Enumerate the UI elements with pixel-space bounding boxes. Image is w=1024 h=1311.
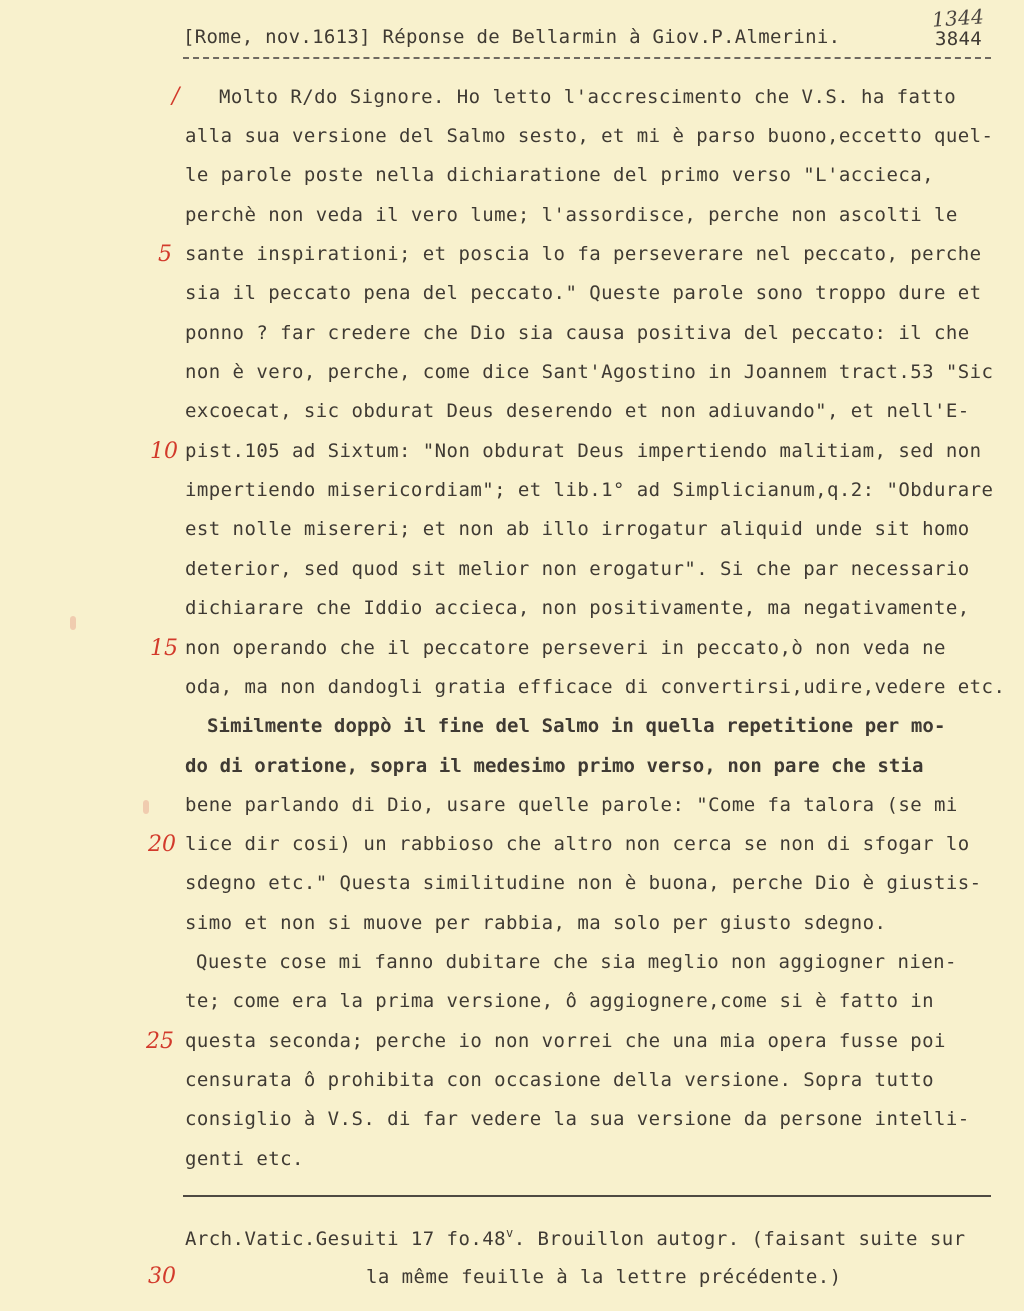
- text-line: bene parlando di Dio, usare quelle parole: "Come fa talora (se mi: [185, 794, 958, 816]
- footer-rule: [183, 1195, 991, 1197]
- header-title: [Rome, nov.1613] Réponse de Bellarmin à Giov.P.Almerini.: [183, 26, 841, 48]
- text-line: consiglio à V.S. di far vedere la sua versione da persone intelli-: [185, 1108, 970, 1130]
- source-continuation: la même feuille à la lettre précédente.): [366, 1266, 842, 1288]
- text-line: dichiarare che Iddio accieca, non positivamente, ma negativamente,: [185, 597, 970, 619]
- page-number-handwritten: 1344: [931, 4, 985, 32]
- margin-line-number: 15: [150, 636, 178, 661]
- ink-smudge: [70, 616, 76, 630]
- text-line: ponno ? far credere che Dio sia causa positiva del peccato: il che: [185, 322, 970, 344]
- margin-line-number: 5: [158, 242, 172, 267]
- text-line: le parole poste nella dichiaratione del primo verso "L'accieca,: [185, 164, 935, 186]
- text-line: oda, ma non dandogli gratia efficace di convertirsi,udire,vedere etc.: [185, 676, 1006, 698]
- text-line: non è vero, perche, come dice Sant'Agostino in Joannem tract.53 "Sic: [185, 361, 994, 383]
- text-line: Similmente doppò il fine del Salmo in quella repetitione per mo-: [207, 715, 946, 737]
- text-line: pist.105 ad Sixtum: "Non obdurat Deus impertiendo malitiam, sed non: [185, 440, 982, 462]
- text-line: sdegno etc." Questa similitudine non è buona, perche Dio è giustis-: [185, 872, 982, 894]
- text-line: sante inspirationi; et poscia lo fa perseverare nel peccato, perche: [185, 243, 982, 265]
- text-line: simo et non si muove per rabbia, ma solo per giusto sdegno.: [185, 912, 887, 934]
- source-main: Arch.Vatic.Gesuiti 17 fo.48: [185, 1228, 507, 1250]
- text-line: perchè non veda il vero lume; l'assordisce, perche non ascolti le: [185, 204, 958, 226]
- text-line: Molto R/do Signore. Ho letto l'accrescimento che V.S. ha fatto: [219, 86, 957, 108]
- text-line: est nolle misereri; et non ab illo irrogatur aliquid unde sit homo: [185, 518, 970, 540]
- text-line: genti etc.: [185, 1148, 304, 1170]
- header-rule: [183, 57, 991, 59]
- text-line: Queste cose mi fanno dubitare che sia meglio non aggiogner nien-: [196, 951, 957, 973]
- text-line: questa seconda; perche io non vorrei che una mia opera fusse poi: [185, 1030, 946, 1052]
- source-sup: v: [506, 1226, 514, 1240]
- text-line: censurata ô prohibita con occasione della versione. Sopra tutto: [185, 1069, 935, 1091]
- ink-smudge: [143, 800, 149, 814]
- text-line: sia il peccato pena del peccato." Queste parole sono troppo dure et: [185, 282, 982, 304]
- page-number-typed: 3844: [935, 28, 982, 50]
- text-line: non operando che il peccatore perseveri in peccato,ò non veda ne: [185, 637, 946, 659]
- margin-line-number: 25: [146, 1029, 174, 1054]
- page-header: [183, 4, 988, 50]
- margin-line-number: 10: [150, 439, 178, 464]
- text-line: alla sua versione del Salmo sesto, et mi è parso buono,eccetto quel-: [185, 125, 994, 147]
- margin-line-number: 30: [148, 1264, 176, 1289]
- margin-line-mark: /: [172, 84, 180, 109]
- text-line: deterior, sed quod sit melior non erogatur". Si che par necessario: [185, 558, 970, 580]
- text-line: lice dir cosi) un rabbioso che altro non cerca se non di sfogar lo: [185, 833, 970, 855]
- source-citation: [185, 1226, 965, 1250]
- text-line: impertiendo misericordiam"; et lib.1° ad Simplicianum,q.2: "Obdurare: [185, 479, 994, 501]
- margin-line-number: 20: [148, 832, 176, 857]
- text-line: do di oratione, sopra il medesimo primo verso, non pare che stia: [185, 755, 924, 777]
- source-rest: . Brouillon autogr. (faisant suite sur: [513, 1228, 966, 1250]
- text-line: excoecat, sic obdurat Deus deserendo et non adiuvando", et nell'E-: [185, 400, 970, 422]
- text-line: te; come era la prima versione, ô aggiognere,come si è fatto in: [185, 990, 935, 1012]
